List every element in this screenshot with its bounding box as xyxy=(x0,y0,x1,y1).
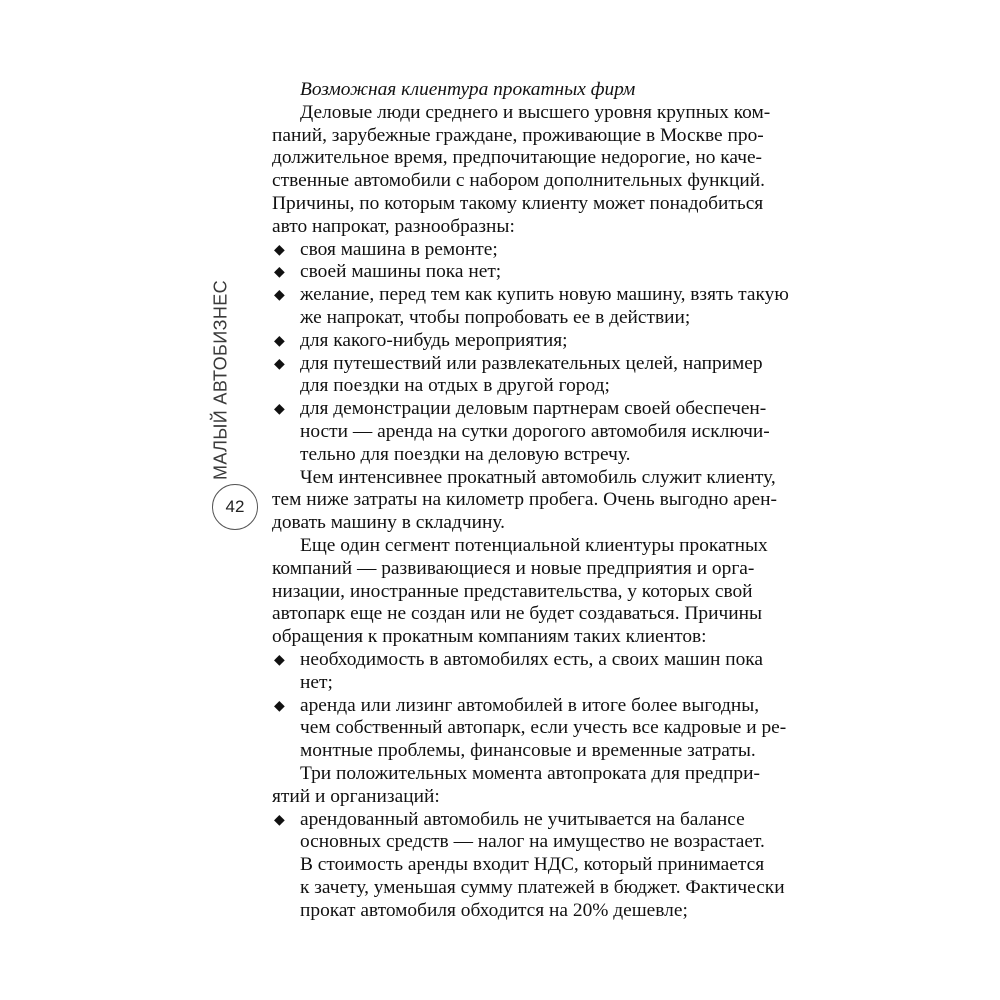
bullet-diamond-icon: ◆ xyxy=(274,332,285,349)
paragraph xyxy=(272,102,777,239)
text-line: своя машина в ремонте; xyxy=(300,238,498,260)
text-line: прокат автомобиля обходится на 20% дешевле; xyxy=(300,899,688,921)
bullet-diamond-icon: ◆ xyxy=(274,401,285,418)
paragraph xyxy=(272,467,777,535)
text-line: для поездки на отдых в другой город; xyxy=(300,375,610,397)
text-line: низации, иностранные представительства, у которых свой xyxy=(272,580,753,602)
text-line: ственные автомобили с набором дополнительных функций. xyxy=(272,170,765,192)
text-line: автопарк еще не создан или не будет создаваться. Причины xyxy=(272,603,763,625)
text-line: Причины, по которым такому клиенту может понадобиться xyxy=(272,192,764,214)
text-line: необходимость в автомобилях есть, а своих машин пока xyxy=(300,648,764,670)
text-line: для демонстрации деловым партнерам своей обеспечен- xyxy=(300,398,767,420)
text-line: монтные проблемы, финансовые и временные затраты. xyxy=(300,740,756,762)
text-line: к зачету, уменьшая сумму платежей в бюджет. Фактически xyxy=(300,876,785,898)
text-line: для какого-нибудь мероприятия; xyxy=(300,329,568,351)
text-line: желание, перед тем как купить новую машину, взять такую xyxy=(300,284,789,306)
text-line: Еще один сегмент потенциальной клиентуры прокатных xyxy=(300,534,768,556)
list-item xyxy=(272,284,789,330)
list-item xyxy=(272,694,787,763)
text-line: Три положительных момента автопроката для предпри- xyxy=(300,762,760,784)
paragraph xyxy=(272,535,777,649)
running-head: МАЛЫЙ АВТОБИЗНЕС xyxy=(210,279,231,481)
text-line: паний, зарубежные граждане, проживающие в Москве про- xyxy=(272,124,764,146)
text-line: своей машины пока нет; xyxy=(300,261,502,283)
bullet-diamond-icon: ◆ xyxy=(274,811,285,828)
text-line: аренда или лизинг автомобилей в итоге более выгодны, xyxy=(300,694,760,716)
bullet-diamond-icon: ◆ xyxy=(274,241,285,258)
bullet-diamond-icon: ◆ xyxy=(274,287,285,304)
bullet-diamond-icon: ◆ xyxy=(274,355,285,372)
list-item xyxy=(272,353,777,399)
text-line: тельно для поездки на деловую встречу. xyxy=(300,443,631,465)
list-item xyxy=(272,330,777,353)
text-line: обращения к прокатным компаниям таких клиентов: xyxy=(272,626,707,648)
text-line: ятий и организаций: xyxy=(272,785,440,807)
text-line: В стоимость аренды входит НДС, который принимается xyxy=(300,854,765,876)
text-line: довать машину в складчину. xyxy=(272,512,505,534)
bullet-list xyxy=(272,648,787,763)
text-line: авто напрокат, разнообразны: xyxy=(272,215,515,237)
bullet-list xyxy=(272,808,785,923)
page-number: 42 xyxy=(212,484,258,530)
text-line: нет; xyxy=(300,671,333,693)
list-item xyxy=(272,239,777,262)
list-item xyxy=(272,808,785,923)
section-title: Возможная клиентура прокатных фирм xyxy=(300,79,636,100)
text-line: Чем интенсивнее прокатный автомобиль служит клиенту, xyxy=(300,466,776,488)
text-line: Деловые люди среднего и высшего уровня крупных ком- xyxy=(300,101,771,123)
main-text xyxy=(272,79,789,922)
text-line: чем собственный автопарк, если учесть все кадровые и ре- xyxy=(300,717,787,739)
text-line: арендованный автомобиль не учитывается на балансе xyxy=(300,808,745,830)
list-item xyxy=(272,398,777,466)
list-item xyxy=(272,649,777,695)
text-line: тем ниже затраты на километр пробега. Очень выгодно арен- xyxy=(272,489,777,511)
text-line: для путешествий или развлекательных целей, например xyxy=(300,352,763,374)
paragraph xyxy=(272,763,777,809)
text-line: ности — аренда на сутки дорогого автомобиля исключи- xyxy=(300,420,770,442)
bullet-diamond-icon: ◆ xyxy=(274,651,285,668)
bullet-list xyxy=(272,238,789,467)
text-line: компаний — развивающиеся и новые предприятия и орга- xyxy=(272,557,755,579)
list-item xyxy=(272,261,777,284)
bullet-diamond-icon: ◆ xyxy=(274,697,285,714)
text-line: же напрокат, чтобы попробовать ее в действии; xyxy=(300,306,691,328)
text-line: основных средств — налог на имущество не возрастает. xyxy=(300,831,765,853)
bullet-diamond-icon: ◆ xyxy=(274,264,285,281)
text-line: должительное время, предпочитающие недорогие, но каче- xyxy=(272,147,763,169)
